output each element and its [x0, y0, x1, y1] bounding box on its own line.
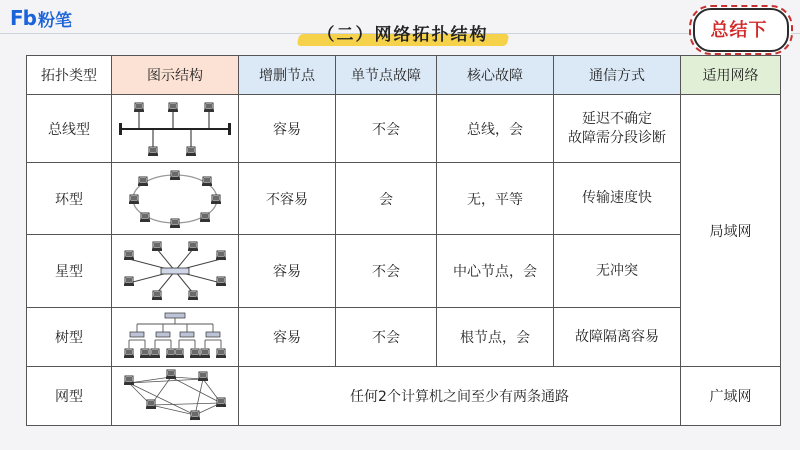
computer-icon [168, 103, 178, 112]
header-add-remove: 增删节点 [239, 56, 336, 95]
cell-single-fault: 不会 [336, 308, 437, 367]
computer-icon [186, 147, 196, 156]
cell-type: 网型 [27, 367, 112, 426]
computer-icon [204, 103, 214, 112]
cell-type: 星型 [27, 235, 112, 308]
mesh-topology-diagram [115, 369, 235, 423]
cell-add-remove: 不容易 [239, 163, 336, 235]
table-row [27, 235, 781, 308]
cell-core-fault: 根节点，会 [437, 308, 554, 367]
computer-icon [140, 213, 150, 222]
ring-topology-diagram [115, 168, 235, 230]
computer-icon [200, 213, 210, 222]
cell-add-remove: 容易 [239, 235, 336, 308]
cell-comm [554, 95, 681, 163]
computer-icon [216, 277, 226, 286]
computer-icon [134, 103, 144, 112]
cell-core-fault: 无，平等 [437, 163, 554, 235]
comm-line: 故障隔离容易 [575, 328, 659, 345]
cell-single-fault: 不会 [336, 95, 437, 163]
computer-icon [140, 349, 150, 358]
computer-icon [152, 291, 162, 300]
computer-icon [170, 219, 180, 228]
computer-icon [124, 349, 134, 358]
header-topology-type: 拓扑类型 [27, 56, 112, 95]
computer-icon [198, 372, 208, 381]
header-core-fault: 核心故障 [437, 56, 554, 95]
cell-add-remove: 容易 [239, 95, 336, 163]
computer-icon [170, 171, 180, 180]
computer-icon [150, 349, 160, 358]
comm-line: 故障需分段诊断 [568, 129, 666, 146]
cell-diagram [112, 367, 239, 426]
header-comm: 通信方式 [554, 56, 681, 95]
cell-diagram [112, 235, 239, 308]
cell-type: 树型 [27, 308, 112, 367]
table-row [27, 308, 781, 367]
computer-icon [124, 376, 134, 385]
cell-comm [554, 308, 681, 367]
computer-icon [129, 195, 139, 204]
page-title: （二）网络拓扑结构 [317, 25, 489, 45]
cell-core-fault: 总线，会 [437, 95, 554, 163]
cell-mesh-description: 任何2个计算机之间至少有两条通路 [239, 367, 681, 426]
computer-icon [188, 242, 198, 251]
cell-diagram [112, 95, 239, 163]
header-network: 适用网络 [681, 56, 781, 95]
computer-icon [146, 400, 156, 409]
cell-comm [554, 163, 681, 235]
star-topology-diagram [115, 239, 235, 303]
bus-topology-diagram [115, 99, 235, 159]
tree-topology-diagram [115, 310, 235, 364]
topology-table [26, 55, 781, 426]
cell-comm [554, 235, 681, 308]
table-row [27, 367, 781, 426]
section-title [298, 20, 508, 48]
header-diagram: 图示结构 [112, 56, 239, 95]
computer-icon [124, 277, 134, 286]
logo-mark: Fb [10, 6, 36, 30]
table-header-row [27, 56, 781, 95]
cell-add-remove: 容易 [239, 308, 336, 367]
computer-icon [216, 349, 226, 358]
table-row [27, 95, 781, 163]
logo-text: 粉笔 [37, 10, 72, 31]
cell-diagram [112, 163, 239, 235]
computer-icon [188, 291, 198, 300]
computer-icon [152, 242, 162, 251]
cell-diagram [112, 308, 239, 367]
computer-icon [190, 349, 200, 358]
header-single-fault: 单节点故障 [336, 56, 437, 95]
cell-type: 总线型 [27, 95, 112, 163]
computer-icon [190, 411, 200, 420]
computer-icon [174, 349, 184, 358]
cell-core-fault: 中心节点，会 [437, 235, 554, 308]
cell-single-fault: 会 [336, 163, 437, 235]
computer-icon [124, 251, 134, 260]
fenbi-logo [10, 6, 72, 30]
summary-badge [693, 8, 785, 48]
computer-icon [166, 370, 176, 379]
cell-lan: 局域网 [681, 95, 781, 367]
computer-icon [202, 177, 212, 186]
computer-icon [211, 195, 221, 204]
cell-type: 环型 [27, 163, 112, 235]
summary-badge-label: 总结下 [710, 20, 768, 41]
computer-icon [200, 349, 210, 358]
computer-icon [148, 147, 158, 156]
computer-icon [216, 251, 226, 260]
comm-line: 延迟不确定 [582, 110, 652, 127]
cell-single-fault: 不会 [336, 235, 437, 308]
computer-icon [216, 398, 226, 407]
cell-wan: 广域网 [681, 367, 781, 426]
table-row [27, 163, 781, 235]
comm-line: 传输速度快 [582, 190, 652, 206]
comm-line: 无冲突 [596, 262, 638, 279]
computer-icon [138, 177, 148, 186]
